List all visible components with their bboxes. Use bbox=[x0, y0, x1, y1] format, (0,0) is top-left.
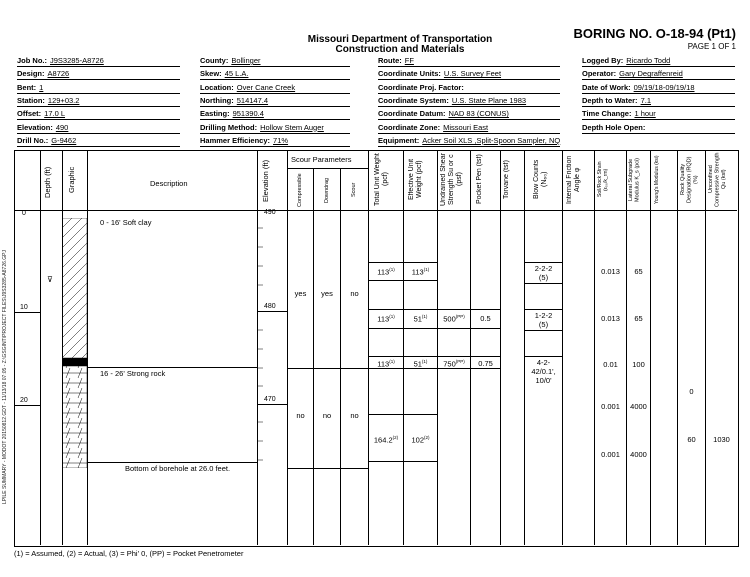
soft-clay-pattern bbox=[62, 218, 87, 358]
info-col4-0 bbox=[582, 56, 670, 65]
info-col3-5 bbox=[378, 123, 488, 132]
info-underline bbox=[582, 106, 735, 107]
info-label: Job No.: bbox=[17, 56, 47, 65]
row2-undrained-shear: $500^{(PP)}$ bbox=[443, 314, 465, 324]
info-value: U.S. State Plane 1983 bbox=[451, 95, 527, 105]
info-underline bbox=[200, 66, 350, 67]
info-col1-2 bbox=[17, 83, 43, 92]
info-value: U.S. Survey Feet bbox=[443, 69, 502, 79]
info-label: Bent: bbox=[17, 82, 37, 92]
info-underline bbox=[378, 133, 560, 134]
info-label: Design: bbox=[17, 69, 45, 79]
row2-ks: 65 bbox=[634, 314, 643, 323]
info-label: Drill No.: bbox=[17, 135, 49, 145]
info-label: Operator: bbox=[582, 69, 617, 79]
info-col3-2 bbox=[378, 83, 467, 92]
scour-downdrag-1: yes bbox=[321, 289, 333, 298]
row3-undrained-shear: $750^{(PP)}$ bbox=[443, 359, 465, 369]
info-label: Drilling Method: bbox=[200, 122, 258, 132]
info-value: 09/19/18-09/19/18 bbox=[633, 82, 695, 92]
info-underline bbox=[17, 79, 180, 80]
col-torvane: Torvane (tsf) bbox=[503, 160, 510, 199]
scour-scour-2: no bbox=[350, 411, 359, 420]
info-label: Equipment: bbox=[378, 135, 420, 145]
info-col3-1 bbox=[378, 69, 501, 78]
info-underline bbox=[17, 146, 180, 147]
info-underline bbox=[17, 119, 180, 120]
scour-downdrag-2: no bbox=[322, 411, 332, 420]
info-underline bbox=[582, 133, 735, 134]
info-underline bbox=[378, 79, 560, 80]
info-label: Offset: bbox=[17, 109, 42, 119]
info-col4-5 bbox=[582, 123, 648, 132]
footnote: (1) = Assumed, (2) = Actual, (3) = Phi' 0, (PP) = Pocket Penetrometer bbox=[14, 549, 244, 558]
col-youngs-modulus: Young's Modulus (ksi) bbox=[654, 155, 660, 204]
row3-pocket-pen: 0.75 bbox=[478, 359, 493, 368]
info-col2-4 bbox=[200, 109, 264, 118]
row5-effective-unit-weight: 102$^{(2)}$ bbox=[411, 435, 430, 445]
info-underline bbox=[200, 146, 350, 147]
info-label: Easting: bbox=[200, 109, 230, 119]
info-label: Location: bbox=[200, 82, 234, 92]
col-depth: Depth (ft) bbox=[43, 166, 52, 198]
info-col1-6 bbox=[17, 136, 76, 145]
info-value: J9S3285-A8726 bbox=[50, 56, 104, 65]
col-ucs: Unconfined Compressive Strength Qu (ksf) bbox=[708, 152, 727, 207]
info-value: 951390.4 bbox=[232, 109, 264, 119]
info-col3-3 bbox=[378, 96, 526, 105]
strong-rock-pattern bbox=[62, 366, 87, 468]
info-value: Bollinger bbox=[231, 56, 261, 65]
page-number: PAGE 1 OF 1 bbox=[687, 42, 736, 51]
row3-total-unit-weight: 113$^{(1)}$ bbox=[377, 359, 395, 369]
info-label: Coordinate System: bbox=[378, 95, 449, 105]
info-value: 71% bbox=[273, 135, 289, 145]
info-label: Northing: bbox=[200, 95, 234, 105]
col-soil-rock-strain: Soil/Rock Strain (ε₅₀/k_rm) bbox=[597, 161, 609, 198]
info-col2-0 bbox=[200, 56, 261, 65]
info-underline bbox=[17, 66, 180, 67]
info-value: 17.0 L bbox=[44, 109, 66, 119]
row1-ks: 65 bbox=[634, 267, 643, 276]
row3-ks: 100 bbox=[632, 360, 645, 369]
info-underline bbox=[200, 106, 350, 107]
info-value: Over Cane Creek bbox=[236, 82, 296, 92]
info-label: Route: bbox=[378, 56, 402, 65]
row3-effective-unit-weight: 51$^{(1)}$ bbox=[413, 359, 428, 369]
col-effective-unit-weight: Effective Unit Weight (pcf) bbox=[408, 158, 423, 201]
info-value: 129+03.2 bbox=[47, 95, 80, 105]
elev-tick-480: 480 bbox=[264, 303, 276, 310]
info-underline bbox=[200, 79, 350, 80]
info-value: 7.1 bbox=[640, 95, 651, 105]
col-graphic: Graphic bbox=[67, 166, 76, 194]
info-underline bbox=[378, 93, 560, 94]
row6-strain: 0.001 bbox=[601, 450, 620, 459]
info-label: Station: bbox=[17, 95, 45, 105]
col-scour-parameters: Scour Parameters bbox=[291, 155, 352, 164]
desc-bottom: Bottom of borehole at 26.0 feet. bbox=[125, 464, 231, 473]
row3-blow-counts: 4-2- 42/0.1', 10/0' bbox=[531, 358, 556, 385]
info-col2-1 bbox=[200, 69, 248, 78]
col-description: Description bbox=[150, 179, 188, 188]
row2-effective-unit-weight: 51$^{(1)}$ bbox=[413, 314, 428, 324]
info-underline bbox=[17, 93, 180, 94]
info-value: 1 bbox=[39, 82, 44, 92]
desc-soft-clay: 0 - 16' Soft clay bbox=[100, 218, 152, 227]
row1-total-unit-weight: 113$^{(1)}$ bbox=[377, 267, 395, 277]
info-label: Coordinate Units: bbox=[378, 69, 441, 79]
depth-tick-10: 10 bbox=[20, 304, 28, 311]
info-col3-0 bbox=[378, 56, 414, 65]
col-total-unit-weight: Total Unit Weight (pcf) bbox=[374, 153, 389, 206]
row4-strain: 0.001 bbox=[601, 402, 620, 411]
row2-total-unit-weight: 113$^{(1)}$ bbox=[377, 314, 395, 324]
report-title: Missouri Department of Transportation bbox=[307, 34, 493, 45]
info-col4-4 bbox=[582, 109, 656, 118]
report-subtitle: Construction and Materials bbox=[335, 44, 465, 55]
info-col1-4 bbox=[17, 109, 65, 118]
col-undrained-shear: Undrained Shear Strength Su or c (psf) bbox=[440, 153, 463, 206]
info-underline bbox=[17, 133, 180, 134]
info-col1-1 bbox=[17, 69, 69, 78]
info-underline bbox=[582, 79, 735, 80]
depth-tick-0: 0 bbox=[22, 210, 26, 217]
info-value: 490 bbox=[55, 122, 69, 132]
info-col1-5 bbox=[17, 123, 68, 132]
row1-blow-counts: 2-2-2 (5) bbox=[534, 264, 553, 282]
graphic-log bbox=[62, 218, 87, 468]
col-blow-counts: Blow Counts (N₆₀) bbox=[533, 159, 548, 200]
info-value: NAD 83 (CONUS) bbox=[448, 109, 509, 119]
info-underline bbox=[378, 119, 560, 120]
col-elevation: Elevation (ft) bbox=[261, 159, 270, 202]
info-value: Hollow Stem Auger bbox=[260, 122, 324, 132]
info-value: FF bbox=[404, 56, 414, 65]
row1-effective-unit-weight: 113$^{(1)}$ bbox=[411, 267, 430, 277]
elev-tick-470: 470 bbox=[264, 396, 276, 403]
info-underline bbox=[582, 119, 735, 120]
info-label: Date of Work: bbox=[582, 82, 631, 92]
info-value: 514147.4 bbox=[236, 95, 269, 105]
row2-pocket-pen: 0.5 bbox=[480, 314, 491, 323]
info-label: Coordinate Zone: bbox=[378, 122, 441, 132]
info-underline bbox=[378, 146, 560, 147]
row6-ks: 4000 bbox=[630, 450, 647, 459]
scour-scour-1: no bbox=[350, 289, 359, 298]
depth-tick-20: 20 bbox=[20, 397, 28, 404]
info-col4-2 bbox=[582, 83, 695, 92]
info-value: A8726 bbox=[47, 69, 70, 79]
col-compressible: Compressible bbox=[297, 173, 303, 207]
info-col2-2 bbox=[200, 83, 295, 92]
info-label: Coordinate Proj. Factor: bbox=[378, 82, 464, 92]
scour-compressible-1: yes bbox=[294, 289, 307, 298]
row5-total-unit-weight: 164.2$^{(2)}$ bbox=[373, 435, 399, 445]
info-underline bbox=[200, 133, 350, 134]
info-col3-6 bbox=[378, 136, 560, 145]
col-lateral-subgrade: Lateral Subgrade Modulus K_s (pci) bbox=[628, 157, 641, 202]
row2-blow-counts: 1-2-2 (5) bbox=[534, 311, 553, 329]
row2-strain: 0.013 bbox=[601, 314, 620, 323]
info-col4-1 bbox=[582, 69, 683, 78]
col-friction-angle: Internal Friction Angle φ bbox=[566, 155, 581, 204]
contact-band bbox=[62, 358, 87, 366]
info-label: Depth Hole Open: bbox=[582, 122, 646, 132]
row4-rqd: 0 bbox=[689, 387, 694, 396]
info-underline bbox=[582, 93, 735, 94]
row5-ucs: 1030 bbox=[713, 435, 730, 444]
info-label: Skew: bbox=[200, 69, 222, 79]
row1-strain: 0.013 bbox=[601, 267, 620, 276]
col-downdrag: Downdrag bbox=[324, 177, 330, 203]
col-scour: Scour bbox=[351, 182, 357, 198]
info-underline bbox=[582, 66, 735, 67]
info-value: Missouri East bbox=[443, 122, 489, 132]
info-value: 1 hour bbox=[634, 109, 656, 119]
side-note: LPILE SUMMARY - MODOT 20150812.GDT - 11/13/18 07:05 - Z:\GSGINT\PROJECT FILES\J9S3285-A8726.GPJ bbox=[2, 250, 8, 504]
info-underline bbox=[200, 119, 350, 120]
col-rqd: Rock Quality Designation (RQD) (%) bbox=[680, 156, 699, 203]
info-label: Hammer Efficiency: bbox=[200, 135, 271, 145]
info-value: 45 L.A. bbox=[224, 69, 249, 79]
info-col1-3 bbox=[17, 96, 79, 105]
row4-ks: 4000 bbox=[630, 402, 647, 411]
info-col2-3 bbox=[200, 96, 268, 105]
row3-strain: 0.01 bbox=[603, 360, 618, 369]
info-label: Depth to Water: bbox=[582, 95, 638, 105]
elevation-scale bbox=[257, 210, 287, 472]
info-underline bbox=[378, 66, 560, 67]
info-value: G-9462 bbox=[51, 135, 77, 145]
info-underline bbox=[200, 93, 350, 94]
info-col3-4 bbox=[378, 109, 509, 118]
col-pocket-pen: Pocket Pen (tsf) bbox=[476, 154, 483, 205]
info-label: Elevation: bbox=[17, 122, 53, 132]
info-col4-3 bbox=[582, 96, 651, 105]
info-value: Gary Degraffenreid bbox=[619, 69, 683, 79]
info-label: Time Change: bbox=[582, 109, 632, 119]
info-value: Ricardo Todd bbox=[626, 56, 671, 65]
elev-tick-490: 490 bbox=[264, 209, 276, 216]
info-value: Acker Soil XLS ,Split-Spoon Sampler, NQ bbox=[422, 135, 561, 145]
info-underline bbox=[378, 106, 560, 107]
water-level-icon: ⊽ bbox=[47, 275, 53, 284]
info-col2-6 bbox=[200, 136, 288, 145]
desc-strong-rock: 16 - 26' Strong rock bbox=[100, 369, 166, 378]
boring-number: BORING NO. O-18-94 (Pt1) bbox=[573, 26, 736, 41]
info-label: Logged By: bbox=[582, 56, 624, 65]
info-col2-5 bbox=[200, 123, 324, 132]
row5-rqd: 60 bbox=[687, 435, 696, 444]
info-col1-0 bbox=[17, 56, 104, 65]
scour-compressible-2: no bbox=[296, 411, 305, 420]
info-underline bbox=[17, 106, 180, 107]
info-label: Coordinate Datum: bbox=[378, 109, 446, 119]
info-label: County: bbox=[200, 56, 229, 65]
